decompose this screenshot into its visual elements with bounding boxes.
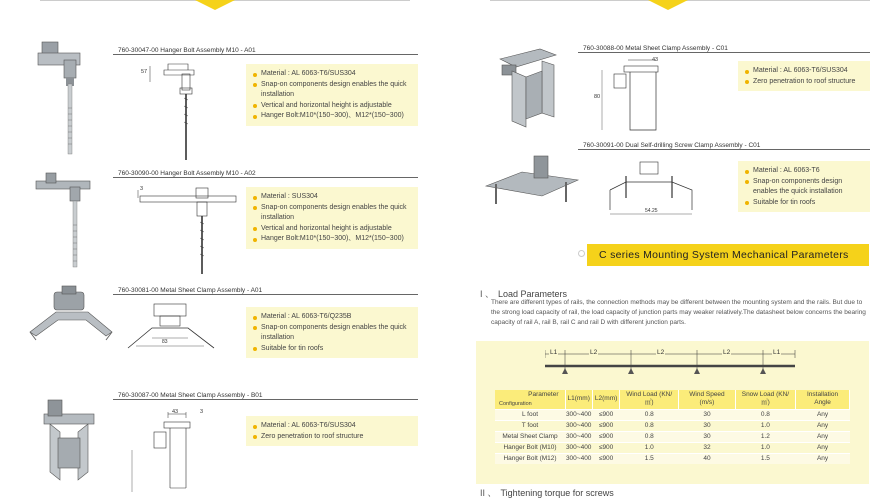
load-parameter-table	[495, 390, 850, 464]
product-code: 760-30047-00 Hanger Bolt Assembly M10 - A01	[118, 47, 256, 54]
product-code-rule	[578, 149, 870, 150]
table-cell: ≤900	[592, 431, 619, 442]
dual-screw-clamp-c01-photo	[482, 150, 582, 215]
spec-item: Hanger Bolt:M10*(150~300)、M12*(150~300)	[252, 111, 412, 122]
table-row	[495, 409, 850, 420]
table-cell: 30	[679, 431, 736, 442]
table-cell: 30	[679, 420, 736, 431]
load-description: There are different types of rails, the connection methods may be different between the mounting system and the rails. But due to the strong load capacity of rail, the load capacity of junction parts may weaker relatively.The datasheet below concerns the bearing capacity of rail A, rail B, rail C and rail D with different junction parts.	[491, 299, 866, 326]
column-header: Snow Load (KN/㎡)	[735, 390, 795, 409]
metal-sheet-clamp-a01-photo	[26, 284, 116, 354]
dim-label-p3-width: 83	[162, 339, 168, 345]
product-code-rule	[113, 294, 418, 295]
spec-box	[738, 61, 870, 91]
metal-sheet-clamp-b01-photo	[30, 392, 110, 487]
dim-label-p2-width: 3	[140, 186, 144, 192]
column-header: Wind Speed (m/s)	[679, 390, 736, 409]
table-cell: Any	[796, 453, 850, 464]
table-row	[495, 420, 850, 431]
spec-item: Material : SUS304	[252, 192, 412, 203]
table-cell: 1.0	[620, 442, 679, 453]
spec-item: Material : AL 6063-T6/Q235B	[252, 312, 412, 323]
spec-item: Snap-on components design enables the quick installation	[252, 323, 412, 344]
span-label: L1	[773, 349, 781, 356]
spec-item: Snap-on components design enables the quick installation	[744, 177, 864, 198]
header-configuration: Configuration	[499, 400, 532, 407]
dim-label-p6-width: 54.25	[645, 208, 658, 214]
span-label: L2	[590, 349, 598, 356]
spec-item: Material : AL 6063-T6	[744, 166, 864, 177]
table-cell: 300~400	[565, 453, 592, 464]
table-cell: Any	[796, 442, 850, 453]
spec-item: Vertical and horizontal height is adjustable	[252, 224, 412, 235]
metal-sheet-clamp-c01-drawing	[590, 56, 670, 136]
column-header: L2(mm)	[592, 390, 619, 409]
span-diagram	[545, 346, 805, 380]
table-cell: 32	[679, 442, 736, 453]
table-cell: ≤900	[592, 442, 619, 453]
section-dot	[578, 250, 585, 257]
metal-sheet-clamp-c01-photo	[486, 43, 566, 133]
table-cell: 1.5	[735, 453, 795, 464]
table-row	[495, 453, 850, 464]
spec-item: Suitable for tin roofs	[252, 344, 412, 355]
dim-label-p5-height: 80	[594, 94, 601, 100]
section-title: C series Mounting System Mechanical Parameters	[587, 244, 869, 266]
product-code: 760-30091-00 Dual Self-drilling Screw Clamp Assembly - C01	[583, 142, 761, 149]
table-cell: 0.8	[620, 409, 679, 420]
spec-item: Snap-on components design enables the quick installation	[252, 80, 412, 101]
dim-label-p5-width: 43	[652, 57, 659, 63]
dim-label-p4-width: 43	[172, 409, 179, 415]
column-header: Installation Angle	[796, 390, 850, 409]
table-cell: 1.0	[735, 420, 795, 431]
table-cell: 300~400	[565, 411, 592, 418]
product-code: 760-30087-00 Metal Sheet Clamp Assembly - B01	[118, 392, 263, 399]
product-code-rule	[113, 54, 418, 55]
heading-number: I 、	[480, 289, 495, 299]
spec-item: Zero penetration to roof structure	[252, 432, 412, 443]
table-cell: 40	[679, 453, 736, 464]
column-header: L1(mm)	[565, 390, 592, 409]
spec-box	[246, 416, 418, 446]
heading-number: II 、	[480, 488, 497, 498]
table-cell: 300~400	[565, 422, 592, 429]
spec-item: Material : AL 6063-T6/SUS304	[252, 69, 412, 80]
heading-text: Load Parameters	[498, 289, 568, 299]
hanger-bolt-a01-photo	[30, 38, 90, 158]
spec-box	[246, 64, 418, 126]
torque-heading	[480, 486, 614, 499]
column-header: Wind Load (KN/㎡)	[620, 390, 679, 409]
table-cell: ≤900	[592, 453, 619, 464]
span-label: L1	[550, 349, 558, 356]
span-label: L2	[723, 349, 731, 356]
spec-item: Snap-on components design enables the quick installation	[252, 203, 412, 224]
table-cell: 0.8	[735, 409, 795, 420]
product-code: 760-30090-00 Hanger Bolt Assembly M10 - A02	[118, 170, 256, 177]
hanger-bolt-a01-drawing	[138, 58, 213, 163]
table-cell: ≤900	[592, 409, 619, 420]
spec-item: Suitable for tin roofs	[744, 198, 864, 209]
top-marker-left	[195, 0, 235, 10]
spec-item: Vertical and horizontal height is adjustable	[252, 101, 412, 112]
spec-item: Hanger Bolt:M10*(150~300)、M12*(150~300)	[252, 234, 412, 245]
product-code-rule	[578, 52, 870, 53]
table-cell: ≤900	[592, 420, 619, 431]
table-cell: T foot	[495, 420, 565, 431]
hanger-bolt-a02-drawing	[134, 182, 244, 277]
table-cell: Any	[796, 409, 850, 420]
table-cell: L foot	[495, 409, 565, 420]
span-label: L2	[657, 349, 665, 356]
hanger-bolt-a02-photo	[30, 165, 100, 270]
table-cell: 30	[679, 409, 736, 420]
table-cell: Metal Sheet Clamp	[495, 431, 565, 442]
product-code: 760-30081-00 Metal Sheet Clamp Assembly - A01	[118, 287, 263, 294]
header-parameter: Parameter	[528, 391, 559, 398]
metal-sheet-clamp-a01-drawing	[124, 300, 219, 360]
table-cell: Hanger Bolt (M10)	[495, 442, 565, 453]
table-cell: Any	[796, 431, 850, 442]
top-marker-right	[648, 0, 688, 10]
table-cell: 1.2	[735, 431, 795, 442]
table-cell: 0.8	[620, 431, 679, 442]
table-cell: 1.5	[620, 453, 679, 464]
table-cell: 1.0	[735, 442, 795, 453]
spec-box	[738, 161, 870, 212]
spec-box	[246, 187, 418, 249]
table-cell: Hanger Bolt (M12)	[495, 453, 565, 464]
spec-item: Material : AL 6063-T6/SUS304	[252, 421, 412, 432]
dim-label-p1-height: 57	[141, 69, 148, 75]
table-cell: 300~400	[565, 444, 592, 451]
heading-text: Tightening torque for screws	[500, 488, 614, 498]
metal-sheet-clamp-b01-drawing	[128, 410, 208, 495]
spec-item: Material : AL 6063-T6/SUS304	[744, 66, 864, 77]
table-row	[495, 431, 850, 442]
table-header-corner	[495, 390, 565, 409]
table-cell: 300~400	[565, 433, 592, 440]
product-code-rule	[113, 177, 418, 178]
table-cell: Any	[796, 420, 850, 431]
spec-box	[246, 307, 418, 358]
product-code-rule	[113, 399, 418, 400]
spec-item: Zero penetration to roof structure	[744, 77, 864, 88]
product-code: 760-30088-00 Metal Sheet Clamp Assembly - C01	[583, 45, 728, 52]
table-cell: 0.8	[620, 420, 679, 431]
dim-label-p4-small: 3	[200, 409, 204, 415]
table-row	[495, 442, 850, 453]
